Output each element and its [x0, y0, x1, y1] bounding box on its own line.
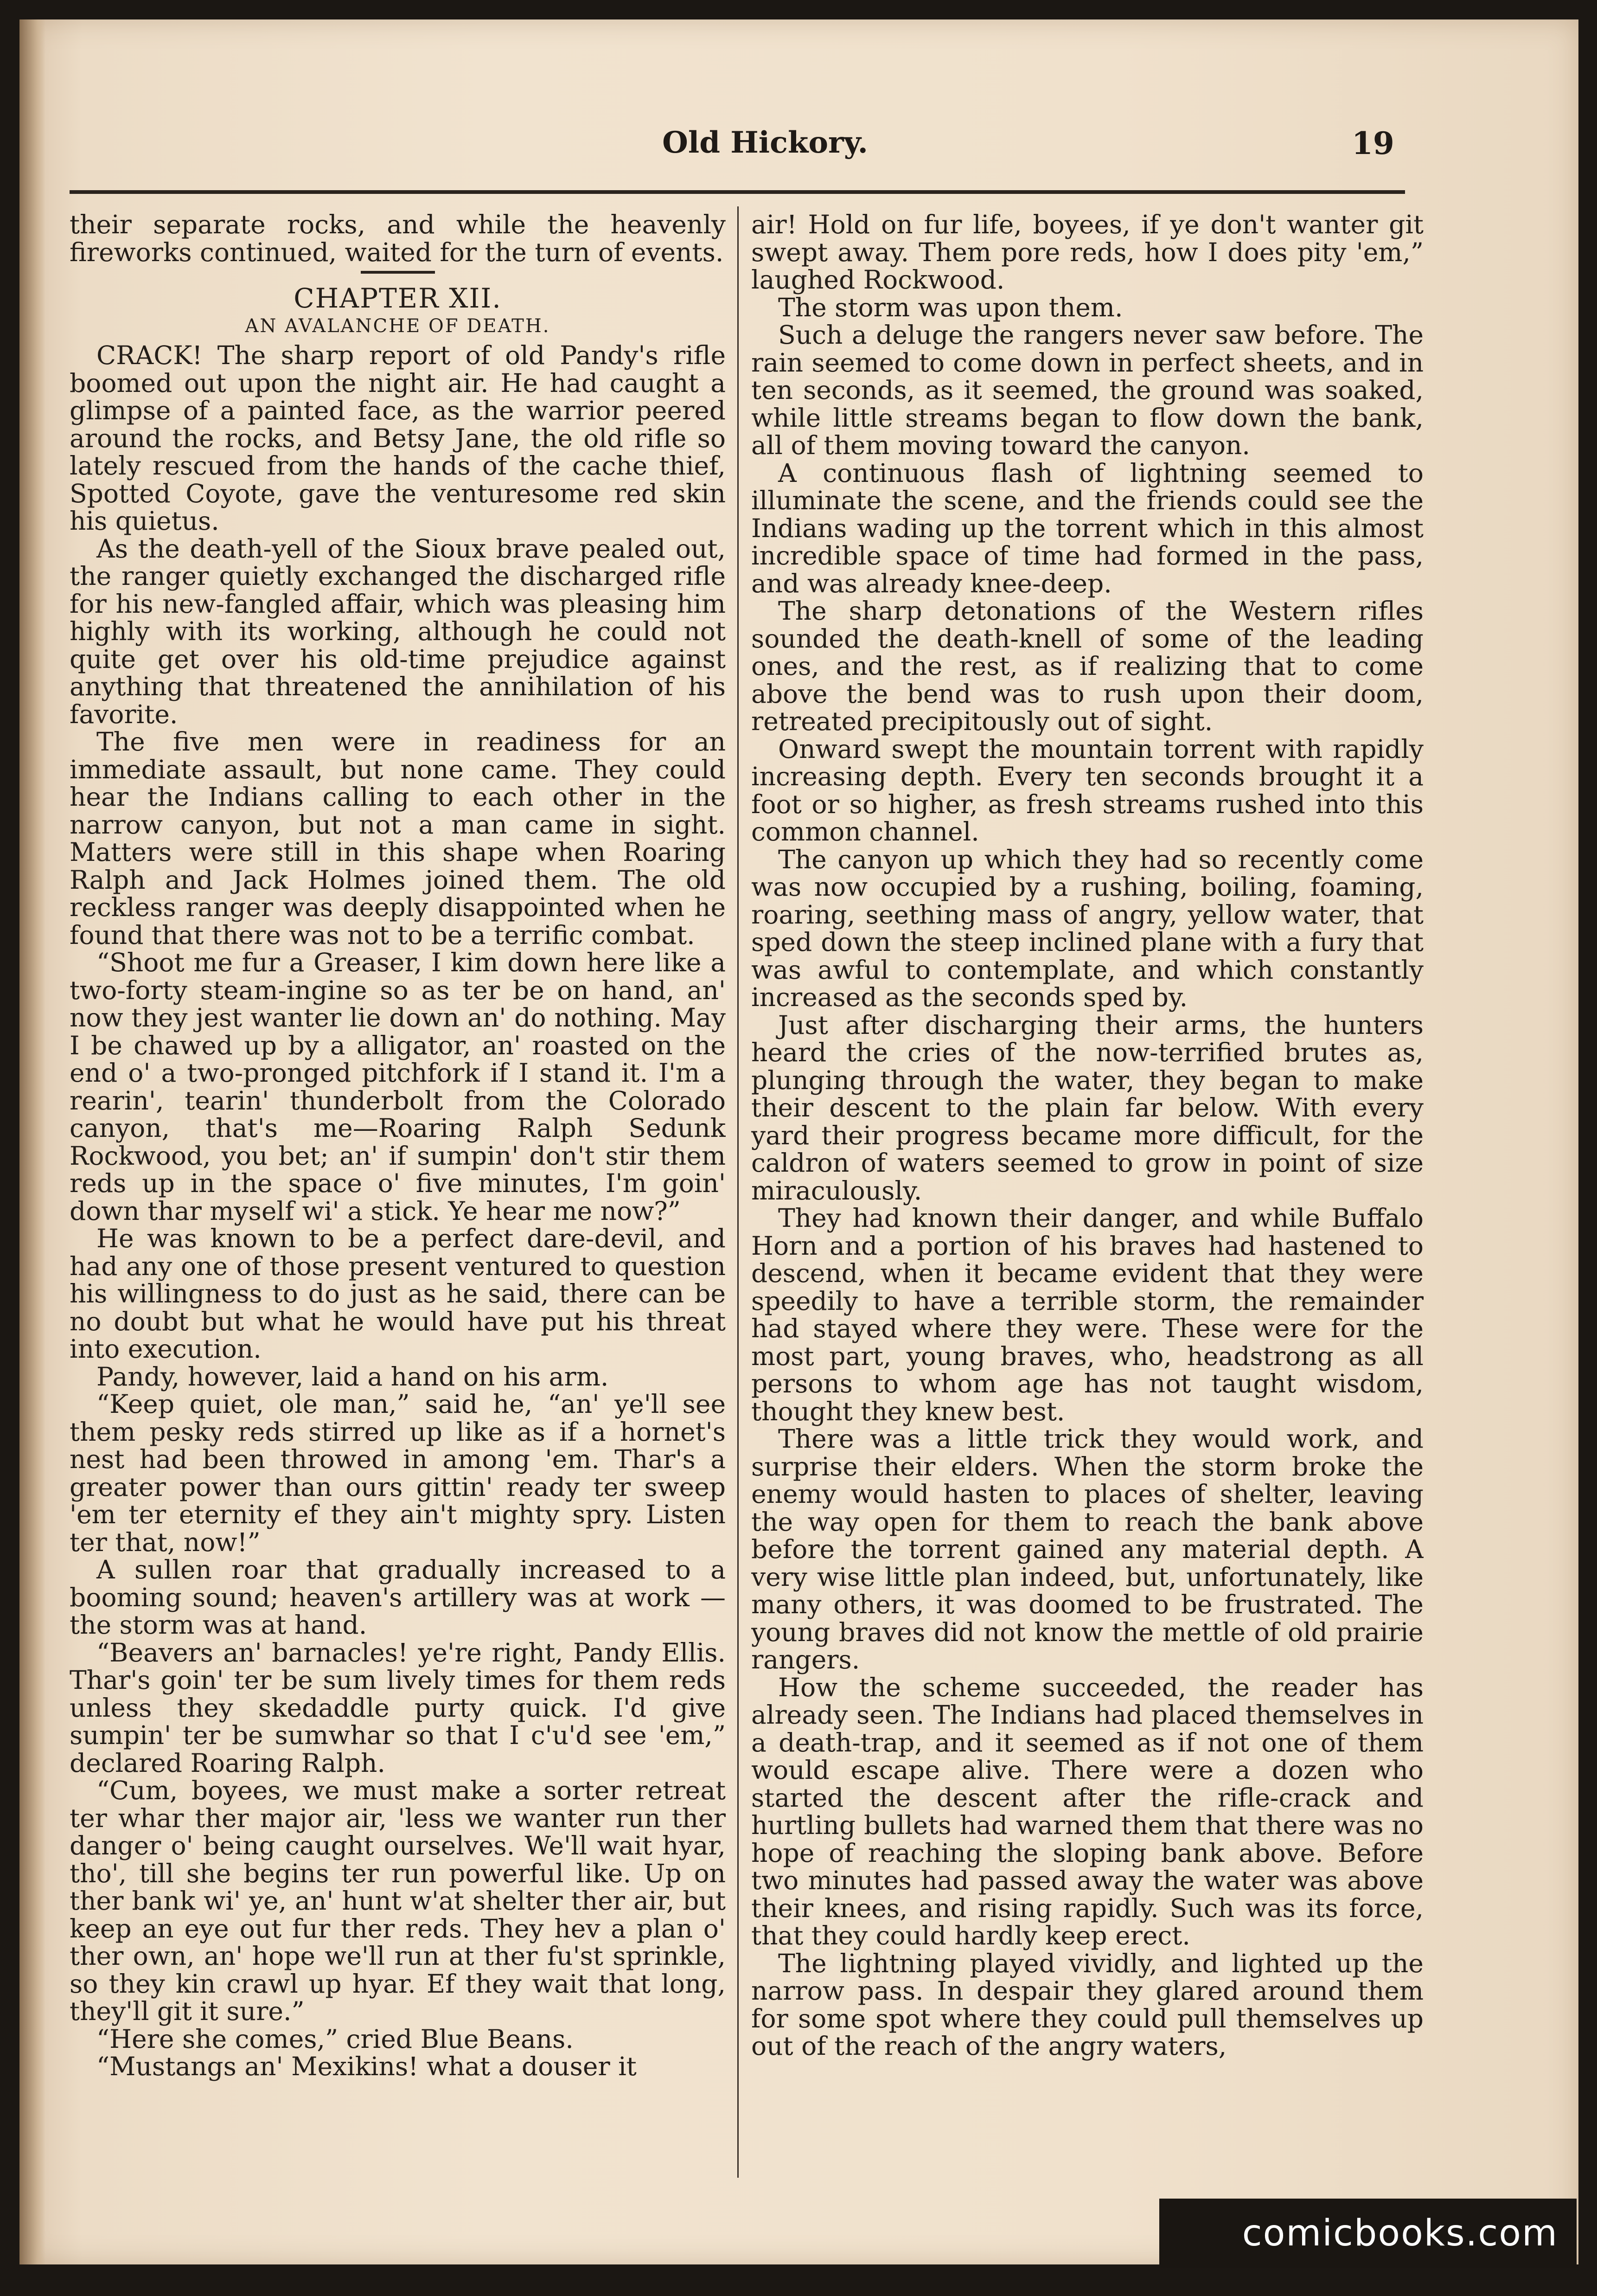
page-gutter-shadow	[19, 19, 45, 2264]
watermark-text: comicbooks.com	[1242, 2213, 1558, 2254]
chapter-subtitle: AN AVALANCHE OF DEATH.	[245, 315, 550, 337]
text-column-left	[70, 211, 726, 2173]
running-title: Old Hickory.	[662, 125, 868, 160]
paragraph: They had known their danger, and while Buffalo Horn and a portion of his braves had hastened to descend, when it became evident that they were speedily to have a terrible storm, the remainder had stayed where they were. These were for the most part, young braves, who, headstrong as all persons to whom age has not taught wisdom, thought they knew best.	[751, 1203, 1424, 1426]
paragraph: The canyon up which they had so recently come was now occupied by a rushing, boiling, foaming, roaring, seething mass of angry, yellow water, that sped down the steep inclined plane with a fury that was awful to contemplate, and which constantly increased as the seconds sped by.	[751, 844, 1424, 1012]
text-column-right	[751, 211, 1424, 2173]
paragraph: He was known to be a perfect dare-devil, and had any one of those present ventured to question his willingness to do just as he said, there can be no doubt but what he would have put his threat into execution.	[70, 1224, 726, 1364]
column-divider	[737, 206, 739, 2178]
section-divider	[361, 271, 435, 274]
paragraph: The storm was upon them.	[778, 292, 1123, 322]
paragraph: How the scheme succeeded, the reader has already seen. The Indians had placed themselves in a death-trap, and it seemed as if not one of them would escape alive. There were a dozen who started the descent after the rifle-crack and hurtling bullets had warned them that there was no hope of reaching the sloping bank above. Before two minutes had passed away the water was above their knees, and rising rapidly. Such was its force, that they could hardly keep erect.	[751, 1672, 1424, 1950]
paragraph: “Mustangs an' Mexikins! what a douser it	[96, 2052, 637, 2081]
paragraph: Just after discharging their arms, the hunters heard the cries of the now-terrified brutes as, plunging through the water, they began to make their descent to the plain far below. With every yard their progress became more difficult, for the caldron of waters seemed to grow in point of size miraculously.	[751, 1010, 1424, 1206]
paragraph: Such a deluge the rangers never saw before. The rain seemed to come down in perfect sheets, and in ten seconds, as it seemed, the ground was soaked, while little streams began to flow down the bank, all of them moving toward the canyon.	[751, 320, 1424, 460]
paragraph: Pandy, however, laid a hand on his arm.	[96, 1361, 609, 1392]
paragraph: “Cum, boyees, we must make a sorter retreat ter whar ther major air, 'less we wanter run ther danger o' being caught ourselves. We'll wait hyar, tho', till she begins ter run powerful like. Up on ther bank wi' ye, an' hunt w'at shelter ther air, but keep an eye out fur ther reds. They hev a plan o' ther own, an' hope we'll run at ther fu'st sprinkle, so they kin crawl up hyar. Ef they wait that long, they'll git it sure.”	[70, 1776, 726, 2026]
paragraph: “Keep quiet, ole man,” said he, “an' ye'll see them pesky reds stirred up like as if a hornet's nest had been throwed in among 'em. Thar's a greater power than ours gittin' ready ter sweep 'em ter eternity ef they ain't mighty spry. Listen ter that, now!”	[70, 1389, 726, 1557]
paragraph: air! Hold on fur life, boyees, if ye don't wanter git swept away. Them pore reds, how I does pity 'em,” laughed Rockwood.	[751, 211, 1424, 295]
paragraph: The five men were in readiness for an immediate assault, but none came. They could hear the Indians calling to each other in the narrow canyon, but not a man came in sight. Matters were still in this shape when Roaring Ralph and Jack Holmes joined them. The old reckless ranger was deeply disappointed when he found that there was not to be a terrific combat.	[70, 727, 726, 950]
watermark-banner	[1159, 2199, 1577, 2268]
paragraph: Onward swept the mountain torrent with rapidly increasing depth. Every ten seconds brought it a foot or so higher, as fresh streams rushed into this common channel.	[751, 734, 1424, 847]
paragraph: A continuous flash of lightning seemed to illuminate the scene, and the friends could see the Indians wading up the torrent which in this almost incredible space of time had formed in the pass, and was already knee-deep.	[751, 458, 1424, 598]
paragraph: As the death-yell of the Sioux brave pealed out, the ranger quietly exchanged the discharged rifle for his new-fangled affair, which was pleasing him highly with its working, although he could not quite get over his old-time prejudice against anything that threatened the annihilation of his favorite.	[70, 533, 726, 729]
paragraph: CRACK! The sharp report of old Pandy's rifle boomed out upon the night air. He had caught a glimpse of a painted face, as the warrior peered around the rocks, and Betsy Jane, the old rifle so lately rescued from the hands of the cache thief, Spotted Coyote, gave the venturesome red skin his quietus.	[70, 340, 726, 536]
page-number: 19	[1352, 125, 1394, 161]
paragraph: A sullen roar that gradually increased to a booming sound; heaven's artillery was at work —the storm was at hand.	[70, 1555, 726, 1640]
chapter-heading: CHAPTER XII.	[294, 282, 502, 314]
paragraph: “Shoot me fur a Greaser, I kim down here like a two-forty steam-ingine so as ter be on hand, an' now they jest wanter lie down an' do nothing. May I be chawed up by a alligator, an' roasted on the end o' a two-pronged pitchfork if I stand it. I'm a rearin', tearin' thunderbolt from the Colorado canyon, that's me—Roaring Ralph Sedunk Rockwood, you bet; an' if sumpin' don't stir them reds up in the space o' five minutes, I'm goin' down thar myself wi' a stick. Ye hear me now?”	[70, 948, 726, 1226]
paragraph: The sharp detonations of the Western rifles sounded the death-knell of some of the leading ones, and the rest, as if realizing that to come above the bend was to rush upon their doom, retreated precipitously out of sight.	[751, 596, 1424, 736]
paragraph: “Beavers an' barnacles! ye're right, Pandy Ellis. Thar's goin' ter be sum lively times for them reds unless they skedaddle purty quick. I'd give sumpin' ter be sumwhar so that I c'u'd see 'em,” declared Roaring Ralph.	[70, 1637, 726, 1778]
paragraph: “Here she comes,” cried Blue Beans.	[96, 2024, 574, 2054]
paragraph: There was a little trick they would work, and surprise their elders. When the storm broke the enemy would hasten to places of shelter, leaving the way open for them to reach the bank above before the torrent gained any material depth. A very wise little plan indeed, but, unfortunately, like many others, it was doomed to be frustrated. The young braves did not know the mettle of old prairie rangers.	[751, 1424, 1424, 1674]
paragraph: their separate rocks, and while the heavenly fireworks continued, waited for the turn of events.	[70, 211, 726, 267]
paragraph: The lightning played vividly, and lighted up the narrow pass. In despair they glared around them for some spot where they could pull themselves up out of the reach of the angry waters,	[751, 1948, 1424, 2061]
header-rule	[70, 190, 1405, 194]
